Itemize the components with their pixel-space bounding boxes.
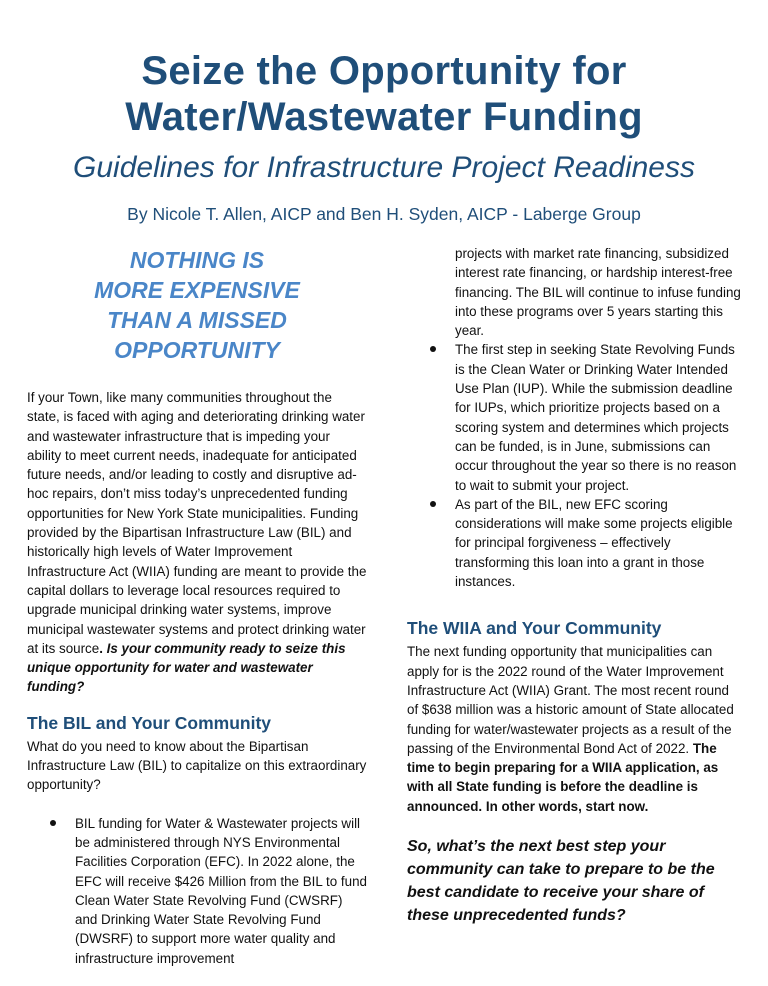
bil-bullet-1-text: BIL funding for Water & Wastewater projects will be administered through NYS Environmental Facilities Corporation (EFC). In 2022 alone, the EFC will receive $426 Million from the BIL to fund Clean Water State Revolving Fund (CWSRF) and Drinking Water State Revolving Fund (DWSRF) to support more water quality and infrastructure improvement — [75, 815, 367, 966]
intro-punct: . — [99, 640, 107, 656]
bil-bullet-1 — [27, 814, 367, 968]
pull-quote — [27, 244, 367, 365]
bil-bullet-3-text: As part of the BIL, new EFC scoring considerations will make some projects eligible for principal forgiveness – effectively transforming this loan into a grant in those instances. — [455, 496, 733, 590]
pull-quote-line-4: OPPORTUNITY — [114, 337, 280, 363]
bullet-dot-icon — [50, 820, 56, 826]
bil-heading: The BIL and Your Community — [27, 712, 272, 733]
intro-emphasis: Is your community ready to seize this unique opportunity for water and wastewater funding? — [27, 640, 346, 695]
wiia-paragraph — [407, 642, 743, 816]
pull-quote-line-1: NOTHING IS — [129, 247, 265, 273]
title-line-2: Water/Wastewater Funding — [125, 95, 643, 139]
bil-bullet-list — [27, 814, 367, 968]
bil-bullet-list-continued — [407, 340, 743, 591]
bil-bullet-2-text: The first step in seeking State Revolving Funds is the Clean Water or Drinking Water Intended Use Plan (IUP). While the submission deadline for IUPs, which prioritize projects based on a scoring system and determines which projects can be funded, is in June, submissions can occur throughout the year so there is no reason to wait to submit your project. — [455, 342, 737, 493]
article-title — [0, 48, 768, 140]
bil-intro: What do you need to know about the Bipartisan Infrastructure Law (BIL) to capitalize on this extraordinary opportunity? — [27, 738, 367, 793]
wiia-heading: The WIIA and Your Community — [407, 618, 662, 639]
closing-question: So, what’s the next best step your community can take to prepare to be the best candidate to receive your share of these unprecedented funds? — [407, 838, 715, 925]
bil-bullet-1-continued: projects with market rate financing, subsidized interest rate financing, or hardship interest-free financing. The BIL will continue to infuse funding into these programs over 5 years starting this year. — [455, 246, 741, 339]
intro-text: If your Town, like many communities throughout the state, is faced with aging and deteriorating drinking water and wastewater infrastructure that is impeding your ability to meet current needs, inadequate for anticipated future needs, and/or leading to costly and disruptive ad-hoc repairs, don’t miss today’s unprecedented funding opportunities for New York State municipalities. Funding provided by the Bipartisan Infrastructure Law (BIL) and historically high levels of Water Improvement Infrastructure Act (WIIA) funding are meant to provide the capital dollars to leverage local resources required to upgrade municipal drinking water systems, improve municipal wastewater systems and protect drinking water at its source — [27, 390, 367, 656]
wiia-emphasis: The time to begin preparing for a WIIA application, as with all State funding is before the deadline is announced. In other words, start now. — [407, 740, 719, 814]
left-column — [27, 244, 367, 968]
bil-bullet-2 — [407, 340, 743, 494]
wiia-text: The next funding opportunity that municipalities can apply for is the 2022 round of the Water Improvement Infrastructure Act (WIIA) Grant. The most recent round of $638 million was a historic amount of State allocated funding for water/wastewater projects as a result of the passing of the Environmental Bond Act of 2022. — [407, 644, 734, 756]
bil-bullet-3 — [407, 495, 743, 591]
article-subtitle: Guidelines for Infrastructure Project Readiness — [73, 151, 695, 184]
article-byline: By Nicole T. Allen, AICP and Ben H. Syden, AICP - Laberge Group — [127, 204, 641, 224]
bullet-dot-icon — [430, 501, 436, 507]
bullet-dot-icon — [430, 346, 436, 352]
right-column — [407, 244, 743, 927]
pull-quote-line-2: MORE EXPENSIVE — [94, 277, 300, 303]
intro-paragraph — [27, 388, 367, 697]
pull-quote-line-3: THAN A MISSED — [107, 307, 287, 333]
title-line-1: Seize the Opportunity for — [141, 49, 627, 93]
